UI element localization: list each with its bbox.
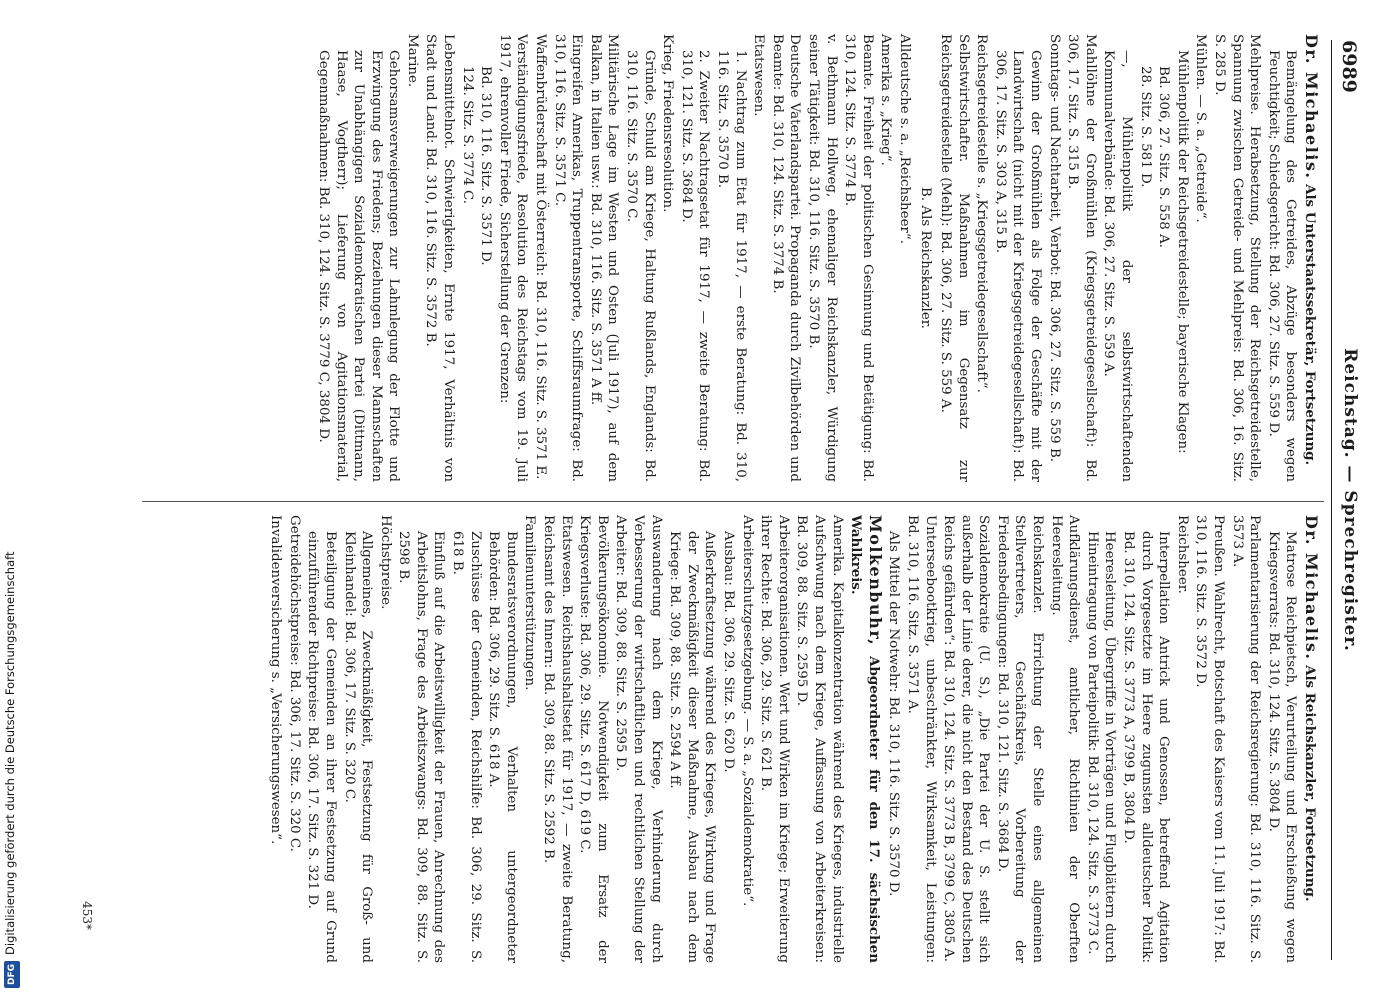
register-entry: Familienunterstützungen.: [522, 515, 538, 691]
dfg-credit-text: Digitalisierung gefördert durch die Deutsche Forschungsgemeinschaft: [3, 551, 17, 955]
register-entry: Beteiligung der Gemeinden an ihrer Festsetzung auf Grund einzuführender Richtpreise: Bd. 306, 17. Sitz. S. 321 D.: [305, 531, 338, 963]
register-heading: Molkenbuhr, Abgeordneter für den 17. sächsischen Wahlkreis.: [848, 515, 885, 963]
register-entry: Bd. 310, 116. Sitz. S. 3571 D.: [478, 66, 494, 266]
register-entry: v. Bethmann Hollweg, ehemaliger Reichskanzler, Würdigung seiner Tätigkeit: Bd. 310, 116. Sitz. S. 3570 B.: [805, 34, 839, 482]
register-entry: 2. Zweiter Nachtragsetat für 1917, — zweite Beratung: Bd. 310, 121. Sitz. S. 3684 D.: [678, 50, 712, 482]
register-entry: 28. Sitz. S. 581 D.: [1137, 66, 1153, 188]
left-column: [122, 34, 1320, 482]
right-column: [122, 515, 1320, 963]
dfg-logo: DFG: [4, 961, 20, 988]
page-number: 6989: [1338, 40, 1360, 93]
register-entry: Beamte. Freiheit der politischen Gesinnung und Betätigung: Bd. 310, 124. Sitz. S. 3774 B.: [842, 34, 875, 482]
register-entry: Marine.: [404, 34, 420, 88]
register-entry: Gründe, Schuld am Kriege, Haltung Rußlands, Englands: Bd. 310, 116. Sitz. S. 3570 C.: [624, 50, 657, 482]
register-entry: Eingreifen Amerikas, Truppentransporte, Schiffsraumfrage: Bd. 310, 116. Sitz. S. 3571 C.: [551, 34, 585, 482]
register-entry: Deutsche Vaterlandspartei. Propaganda durch Zivilbehörden und Beamte: Bd. 310, 124. Sitz. S. 3774 B.: [769, 34, 803, 482]
column-divider: [142, 501, 1324, 502]
register-entry: Sonntags- und Nachtarbeit, Verbot: Bd. 306, 27. Sitz. S. 559 B.: [1046, 34, 1062, 463]
register-entry: Matrose Reichpietsch, Verurteilung und Erschießung wegen Kriegsverrats: Bd. 310, 124. Sitz. S. 3804 D.: [1265, 531, 1299, 963]
register-entry: Mühlenpolitik der Reichsgetreidestelle; bayerische Klagen:: [1174, 50, 1190, 454]
register-entry: Arbeiterorganisationen. Wert und Wirken im Kriege; Erweiterung ihrer Rechte: Bd. 306, 29. Sitz. S. 621 B.: [758, 515, 791, 963]
register-entry: Mahllöhne der Großmühlen (Kriegsgetreidegesellschaft): Bd. 306, 17. Sitz. S. 315 B.: [1065, 34, 1098, 482]
register-entry: B. Als Reichskanzler.: [917, 187, 933, 329]
dfg-watermark: [2, 12, 18, 988]
register-entry: Zuschüsse der Gemeinden, Reichshilfe: Bd. 306, 29. Sitz. S. 618 B.: [450, 531, 483, 963]
register-entry: Parlamentarisierung der Reichsregierung: Bd. 310, 116. Sitz. S. 3573 A.: [1229, 515, 1263, 963]
register-entry: Reichsgetreidestelle s. „Kriegsgetreidegesellschaft“.: [974, 34, 990, 393]
register-entry: Höchstpreise.: [377, 515, 393, 610]
register-entry: Auswanderung nach dem Kriege, Verhinderung durch Verbesserung der wirtschaftlichen und rechtlichen Stellung der Arbeiter: Bd. 309, 88. Sitz. S. 2595 D.: [613, 515, 664, 963]
speaker-name: Dr. Michaelis.: [1302, 515, 1321, 661]
register-entry: Arbeiterschutzgesetzgebung. — S. a. „Sozialdemokratie“.: [739, 515, 755, 907]
register-entry: Verständigungsfriede, Resolution des Reichstags vom 19. Juli 1917, ehrenvoller Friede, Sicherstellung der Grenzen:: [496, 34, 530, 482]
register-entry: Mehlpreise. Herabsetzung, Stellung der Reichsgetreidestelle, Spannung zwischen Getreide- und Mehlpreis: Bd. 306, 16. Sitz. S. 285 D.: [1212, 34, 1263, 482]
register-entry: 1. Nachtrag zum Etat für 1917, — erste Beratung: Bd. 310, 116. Sitz. S. 3570 B.: [715, 50, 748, 482]
register-entry: Militärische Lage im Westen und Osten (Juli 1917), auf dem Balkan, in Italien usw.: Bd. 310, 116. Sitz. S. 3571 A ff.: [587, 34, 621, 482]
register-entry: Invalidenversicherung s. „Versicherungswesen“.: [268, 515, 284, 845]
register-entry: Etatswesen. Reichshaushaltsetat für 1917, — zweite Beratung, Reichsamt des Innern: Bd. 309, 88. Sitz. S. 2592 B.: [541, 515, 574, 963]
register-entry: 124. Sitz. S. 3774 C.: [459, 66, 475, 205]
register-entry: Allgemeines, Zweckmäßigkeit, Festsetzung für Groß- und Kleinhandel: Bd. 306, 17. Sitz. S. 320 C.: [341, 531, 375, 963]
register-entry: Interpellation Antrick und Genossen, betreffend Agitation durch Vorgesetzte im Heere zugunsten alldeutscher Politik: Bd. 310, 124. Sitz. S. 3773 A, 3799 B, 3804 D.: [1121, 531, 1172, 963]
rotated-page-content: [62, 10, 1372, 990]
folio-number: 453*: [80, 901, 94, 930]
register-entry: Selbstwirtschafter. Maßnahmen im Gegensatz zur Reichsgetreidestelle (Mehl): Bd. 306, 27. Sitz. S. 559 A.: [938, 34, 971, 482]
register-entry: Krieg, Friedensresolution.: [660, 34, 676, 213]
register-heading: Dr. Michaelis. Als Reichskanzler, Fortsetzung.: [1302, 515, 1321, 902]
register-entry: Reichskanzler. Errichtung der Stelle eines allgemeinen Stellvertreters, Geschäftskreis, Vorbereitung der Friedensbedingungen: Bd. 310, 121. Sitz. S. 3684 D.: [994, 515, 1046, 963]
register-entry: Mühlen. — S. a. „Getreide“.: [1193, 34, 1209, 223]
register-entry: Unterseebootkrieg, unbeschränkter, Wirksamkeit, Leistungen: Bd. 310, 116. Sitz. S. 3571 A.: [904, 515, 938, 963]
register-entry: Als Mittel der Notwehr: Bd. 310, 116. Sitz. S. 3570 D.: [886, 531, 902, 897]
register-entry: Amerika s. „Krieg“.: [878, 34, 894, 166]
register-entry: Einfluß auf die Arbeitswilligkeit der Frauen, Anrechnung des Arbeitslohns, Frage des Arbeitszwangs: Bd. 309, 88. Sitz. S. 2598 B.: [396, 531, 447, 963]
register-entry: Bd. 306, 27. Sitz. S. 558 A.: [1156, 66, 1172, 248]
register-entry: Preußen. Wahlrecht, Botschaft des Kaisers vom 11. Juli 1917: Bd. 310, 116. Sitz. S. 3572 D.: [1193, 515, 1227, 963]
speaker-name: Dr. Michaelis.: [1302, 34, 1321, 180]
register-entry: Lebensmittelnot. Schwierigkeiten, Ernte 1917, Verhältnis von Stadt und Land: Bd. 310, 116. Sitz. S. 3572 B.: [423, 34, 457, 482]
register-entry: Getreidehöchstpreise: Bd. 306, 17. Sitz. S. 320 C.: [286, 515, 302, 852]
register-entry: Aufklärungsdienst, amtlicher, Richtlinien der Oberften Heeresleitung.: [1048, 515, 1082, 963]
register-entry: —, Mühlenpolitik der selbstwirtschaftenden Kommunalverbände: Bd. 306, 27. Sitz. S. 559 A.: [1101, 50, 1135, 482]
register-entry: Außerkraftsetzung während des Krieges, Wirkung und Frage der Zweckmäßigkeit dieser Maßnahme, Ausbau nach dem Kriege: Bd. 309, 88. Sitz. S. 2594 A ff.: [667, 531, 718, 963]
page-header: [1331, 40, 1364, 960]
register-entry: Gewinn der Großmühlen als Folge der Geschäfte mit der Landwirtschaft (nicht mit der Kriegsgetreidegesellschaft): Bd. 306, 17. Sitz. S. 303 A, 315 B.: [992, 50, 1044, 482]
register-entry: Bemängelung des Getreides, Abzüge besonders wegen Feuchtigkeit; Schiedsgericht: Bd. 306, 27. Sitz. S. 559 D.: [1265, 50, 1299, 482]
register-entry: Amerika. Kapitalkonzentration während des Krieges, industrielle Aufschwung nach dem Kriege, Auffassung von Arbeiterkreisen: Bd. 309, 88. Sitz. S. 2595 D.: [794, 515, 845, 963]
register-entry: Ausbau: Bd. 306, 29. Sitz. S. 620 D.: [721, 531, 736, 773]
register-entry: Gehorsamsverweigerungen zur Lahmlegung der Flotte und Erzwingung des Friedens; Beziehungen dieser Mannschaften zur Unabhängigen Sozialdemokratischen Partei (Dittmann, Haase, Vogtherr); Lieferung von Agitationsmaterial, Gegenmaßnahmen: Bd. 310, 124. Sitz. S. 3779 C, 3804 D.: [315, 50, 402, 482]
register-entry: Sozialdemokratie (U. S.), „Die Partei der U. S. stellt sich außerhalb der Linie derer, die nicht den Bestand des Deutschen Reichs gefährden“: Bd. 310, 124. Sitz. S. 3773 B, 3799 C, 3805 A.: [941, 515, 992, 963]
speaker-name: Molkenbuhr,: [865, 515, 885, 647]
page-title: Reichstag. — Sprechregister.: [1340, 348, 1360, 652]
register-heading: Dr. Michaelis. Als Unterstaatssekretär, Fortsetzung.: [1302, 34, 1321, 466]
register-entry: Bundesratsverordnungen, Verhalten untergeordneter Behörden: Bd. 306, 29. Sitz. S. 618 A.: [486, 531, 519, 963]
register-entry: Heeresleitung, Übergriffe in Vorträgen und Flugblättern durch Hineintragung von Parteipolitik: Bd. 310, 124. Sitz. S. 3773 C.: [1084, 531, 1118, 963]
scanned-page: [62, 10, 1372, 990]
register-entry: Waffenbrüderschaft mit Österreich: Bd. 310, 116. Sitz. S. 3571 E.: [533, 34, 549, 480]
register-entry: Etatswesen.: [751, 34, 767, 117]
register-entry: Reichsheer.: [1174, 515, 1190, 594]
register-entry: Alldeutsche s. a. „Reichsheer“.: [896, 34, 912, 244]
register-entry: Bevölkerungsökonomie. Notwendigkeit zum Ersatz der Kriegsverluste: Bd. 306, 29. Sitz. S. 617 D, 619 C.: [577, 515, 610, 963]
